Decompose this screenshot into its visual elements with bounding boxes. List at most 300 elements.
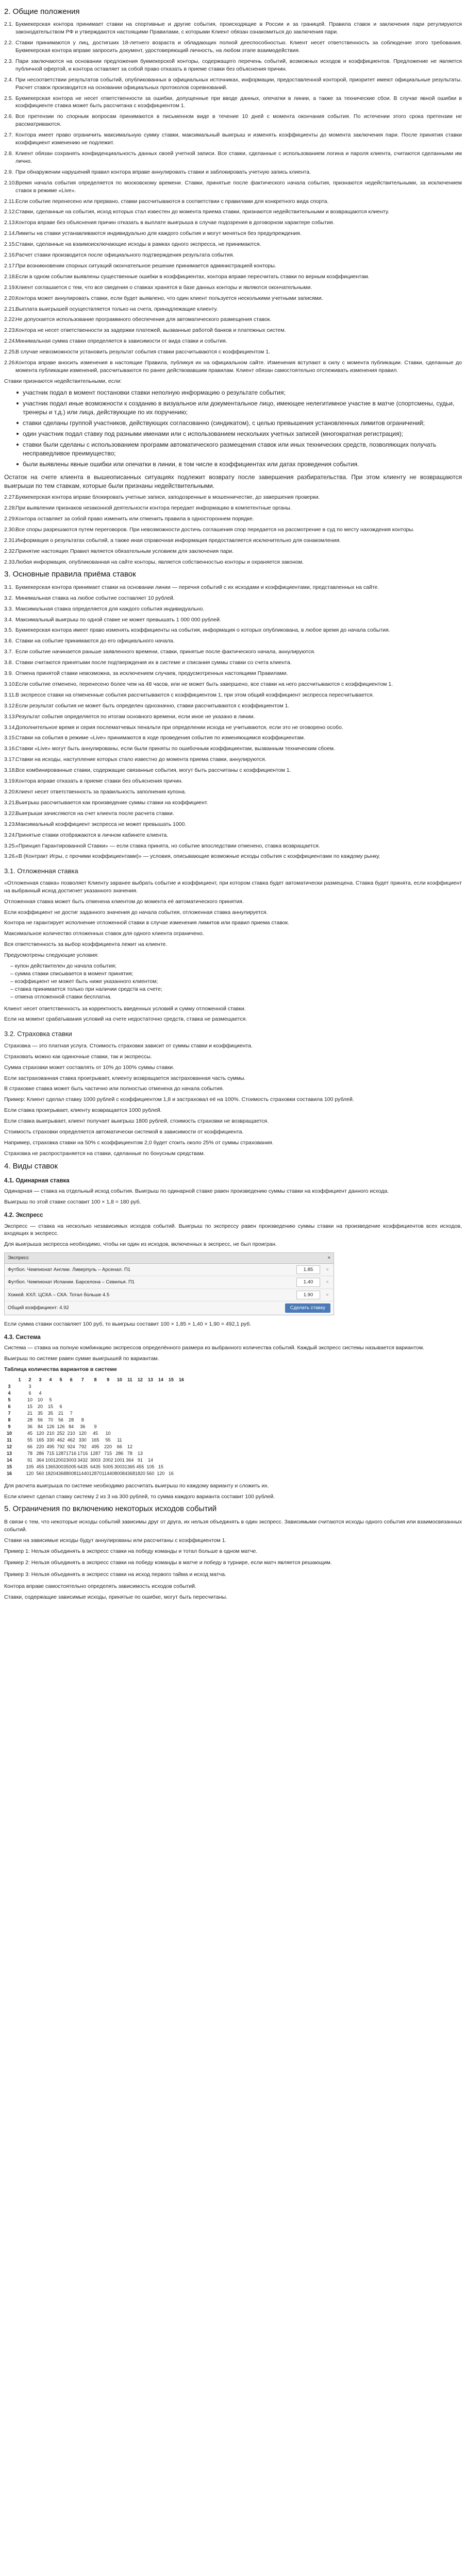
system-example: Если клиент сделал ставку систему 2 из 3 на 300 рублей, то сумма каждого варианта составит 100 рублей. bbox=[4, 1493, 275, 1500]
system-calc: Для расчета выигрыша по системе необходимо рассчитать выигрыш по каждому варианту и сложить их. bbox=[4, 1482, 269, 1489]
rule-number: 2.4. bbox=[4, 76, 13, 83]
table-cell bbox=[125, 1383, 135, 1390]
rule-item bbox=[4, 756, 462, 764]
table-cell bbox=[166, 1383, 176, 1390]
rule-item bbox=[4, 76, 462, 92]
table-cell bbox=[56, 1383, 66, 1390]
table-cell bbox=[176, 1437, 187, 1444]
table-cell: 6435 bbox=[77, 1464, 88, 1469]
table-cell bbox=[14, 1410, 25, 1417]
table-cell: 6435 bbox=[90, 1464, 101, 1469]
table-cell bbox=[135, 1383, 145, 1390]
table-cell bbox=[89, 1403, 102, 1410]
table-cell: 55 bbox=[27, 1437, 32, 1443]
rule-text: Выплата выигрышей осуществляется только на счета, принадлежащие клиенту. bbox=[15, 306, 218, 312]
table-cell bbox=[89, 1417, 102, 1423]
table-cell bbox=[14, 1464, 25, 1470]
rule-number: 2.10. bbox=[4, 179, 16, 186]
example-line: Пример: Клиент сделал ставку 1000 рублей с коэффициентом 1,8 и застраховал её на 100%. Стоимость страховки составила 100 рублей. bbox=[4, 1096, 354, 1103]
rule-number: 2.2. bbox=[4, 40, 13, 46]
table-cell bbox=[76, 1390, 89, 1397]
table-row-label: 12 bbox=[6, 1444, 12, 1449]
rule-item bbox=[4, 595, 462, 602]
table-row bbox=[4, 1430, 187, 1437]
table-cell: 2002 bbox=[56, 1457, 66, 1463]
paragraph: Если на момент срабатывания условий на счете недостаточно средств, ставка не размещается. bbox=[4, 1016, 247, 1023]
table-row bbox=[4, 1383, 187, 1390]
bullet-item: ставки сделаны группой участников, действующих согласованно (синдикатом), с целью превышения установленных лимитов ограничений; bbox=[15, 419, 462, 428]
coupon-title: Экспресс bbox=[8, 1255, 29, 1261]
coupon-total: Общий коэффициент: 4.92 bbox=[8, 1305, 69, 1311]
rule-item bbox=[4, 131, 462, 147]
table-cell: 3003 bbox=[114, 1464, 125, 1469]
table-cell: 36 bbox=[80, 1423, 86, 1429]
rule-item bbox=[4, 494, 462, 501]
rule-number: 2.20. bbox=[4, 295, 16, 301]
rule-number: 2.5. bbox=[4, 95, 13, 101]
table-cell bbox=[156, 1444, 166, 1450]
rule-text: Если событие отменено, перенесено более чем на 48 часов, или не может быть завершено, все ставки на него рассчитываются с коэффициентом 1. bbox=[15, 681, 393, 687]
table-cell: 12 bbox=[127, 1444, 132, 1449]
rule-number: 3.7. bbox=[4, 649, 13, 655]
basic-rules-list bbox=[4, 584, 462, 861]
table-cell: 28 bbox=[27, 1417, 32, 1422]
rule-text: Контора оставляет за собой право изменить или отменить правила в одностороннем порядке. bbox=[15, 515, 254, 522]
rule-item bbox=[4, 273, 462, 281]
table-cell: 792 bbox=[57, 1444, 65, 1449]
paragraph: Если застрахованная ставка проигрывает, клиенту возвращается застрахованная часть суммы. bbox=[4, 1075, 246, 1081]
rule-item bbox=[4, 702, 462, 710]
table-cell bbox=[102, 1383, 114, 1390]
table-header-cell: 4 bbox=[49, 1377, 52, 1382]
table-cell bbox=[14, 1444, 25, 1450]
table-cell: 11440 bbox=[102, 1470, 114, 1476]
table-cell: 715 bbox=[104, 1450, 112, 1456]
table-cell: 560 bbox=[146, 1470, 155, 1476]
table-cell bbox=[114, 1403, 125, 1410]
rule-text: Выигрыши зачисляются на счет клиента после расчета ставки. bbox=[15, 810, 174, 817]
rule-number: 3.16. bbox=[4, 745, 16, 752]
table-cell bbox=[89, 1383, 102, 1390]
table-cell: 35 bbox=[48, 1410, 54, 1416]
table-cell bbox=[125, 1403, 135, 1410]
rule-number: 3.21. bbox=[4, 799, 16, 806]
rule-item bbox=[4, 58, 462, 73]
rule-item bbox=[4, 767, 462, 774]
table-cell: 7 bbox=[70, 1410, 73, 1416]
table-cell: 105 bbox=[26, 1464, 34, 1469]
rule-number: 2.15. bbox=[4, 241, 16, 248]
restrictions-example-2: Пример 2: Нельзя объединять в экспресс ставки на победу команды в матче и победу в турнире, если матч является решающим. bbox=[4, 1560, 332, 1566]
rule-number: 2.7. bbox=[4, 132, 13, 139]
rule-number: 2.24. bbox=[4, 338, 16, 345]
rule-number: 3.14. bbox=[4, 724, 16, 731]
table-cell bbox=[125, 1390, 135, 1397]
example-line: Если ставка проигрывает, клиенту возвращается 1000 рублей. bbox=[4, 1107, 162, 1114]
table-cell: 1365 bbox=[45, 1464, 56, 1469]
table-cell bbox=[145, 1423, 156, 1430]
rule-text: Если событие начинается раньше заявленного времени, ставки, принятые после фактического начала, аннулируются. bbox=[15, 649, 315, 655]
section-title-bet-types: 4. Виды ставок bbox=[4, 1161, 58, 1171]
restrictions-example-3: Пример 3: Нельзя объединять в экспресс ставки на исход первого тайма и исход матча. bbox=[4, 1571, 226, 1578]
table-row-label: 4 bbox=[8, 1390, 11, 1396]
rule-item bbox=[4, 241, 462, 248]
table-cell bbox=[114, 1410, 125, 1417]
rule-number: 2.23. bbox=[4, 327, 16, 334]
table-cell: 36 bbox=[27, 1423, 32, 1429]
rule-number: 3.23. bbox=[4, 821, 16, 827]
table-cell: 210 bbox=[46, 1430, 55, 1436]
invalid-bets-note: Остаток на счете клиента в вышеописанных ситуациях подлежит возврату после завершения разбирательства. При этом клиенту не возвращаются выигрыши по тем ставкам, которые были признаны недействительными. bbox=[4, 473, 462, 490]
table-cell: 11 bbox=[117, 1437, 122, 1443]
rule-text: Отмена принятой ставки невозможна, за исключением случаев, предусмотренных настоящими Правилами. bbox=[15, 670, 288, 677]
rule-item bbox=[4, 734, 462, 742]
coupon-event: Футбол. Чемпионат Англии. Ливерпуль – Арсенал. П1 bbox=[8, 1266, 131, 1273]
table-cell bbox=[156, 1403, 166, 1410]
rule-number: 3.5. bbox=[4, 627, 13, 634]
rule-item bbox=[4, 626, 462, 634]
table-cell bbox=[14, 1457, 25, 1464]
table-row-label: 3 bbox=[8, 1383, 11, 1389]
rule-text: Дополнительное время и серия послематчевых пенальти при определении исхода не учитываются, если это не оговорено особо. bbox=[15, 724, 343, 731]
table-cell bbox=[135, 1444, 145, 1450]
coupon-event: Футбол. Чемпионат Испании. Барселона – Севилья. П1 bbox=[8, 1279, 135, 1285]
table-cell: 5005 bbox=[66, 1464, 77, 1469]
table-cell: 364 bbox=[36, 1457, 44, 1463]
rule-text: Букмекерская контора вправе блокировать учетные записи, заподозренные в мошенничестве, до завершения проверки. bbox=[15, 494, 320, 501]
table-row bbox=[4, 1470, 187, 1477]
express-example: Если сумма ставки составляет 100 руб, то выигрыш составит 100 × 1,85 × 1,40 × 1,90 = 492,1 руб. bbox=[4, 1320, 252, 1327]
table-cell: 15 bbox=[158, 1464, 163, 1469]
table-cell bbox=[145, 1390, 156, 1397]
table-cell: 15 bbox=[27, 1403, 32, 1409]
table-row bbox=[4, 1464, 187, 1470]
bet-coupon bbox=[4, 1252, 334, 1315]
table-row-label: 13 bbox=[6, 1450, 12, 1456]
deferred-list-intro: Предусмотрены следующие условия: bbox=[4, 952, 99, 959]
table-cell bbox=[156, 1430, 166, 1437]
rule-number: 2.30. bbox=[4, 526, 16, 533]
table-cell: 10 bbox=[27, 1397, 32, 1402]
paragraph: В страховке ставка может быть частично или полностью отменена до начала события. bbox=[4, 1086, 224, 1092]
rule-number: 2.17. bbox=[4, 262, 16, 269]
table-cell: 252 bbox=[57, 1430, 65, 1436]
table-cell: 165 bbox=[36, 1437, 44, 1443]
rule-text: Ставки, сделанные на взаимоисключающие исходы в рамках одного экспресса, не принимаются. bbox=[15, 241, 261, 248]
table-cell bbox=[102, 1390, 114, 1397]
rule-number: 3.10. bbox=[4, 681, 16, 687]
table-row bbox=[4, 1397, 187, 1403]
rule-item bbox=[4, 637, 462, 645]
rule-text: Минимальная ставка на любое событие составляет 10 рублей. bbox=[15, 595, 175, 601]
bullet-item: участник подал иные возможности к созданию в визуальное или документальное лицо, имеющее нелегитимное участие в матче (спортсмены, судьи, тренеры и т.д.) или лица, действующие по их поручению; bbox=[15, 399, 462, 417]
rule-item bbox=[4, 537, 462, 545]
table-row bbox=[4, 1390, 187, 1397]
table-cell bbox=[114, 1397, 125, 1403]
table-cell: 8008 bbox=[66, 1470, 77, 1476]
table-cell: 286 bbox=[36, 1450, 44, 1456]
rule-number: 2.1. bbox=[4, 21, 13, 28]
subsection-title-single: 4.1. Одинарная ставка bbox=[4, 1178, 70, 1184]
table-cell bbox=[45, 1390, 56, 1397]
table-cell: 78 bbox=[27, 1450, 32, 1456]
table-cell bbox=[176, 1444, 187, 1450]
bullets-intro: Ставки признаются недействительными, если: bbox=[4, 378, 122, 384]
rule-text: При обнаружении нарушений правил контора вправе аннулировать ставки и заблокировать учетную запись клиента. bbox=[15, 168, 311, 175]
rule-number: 2.22. bbox=[4, 316, 16, 323]
rule-number: 2.32. bbox=[4, 548, 16, 554]
rule-item bbox=[4, 745, 462, 753]
table-cell bbox=[102, 1403, 114, 1410]
coupon-row bbox=[5, 1264, 334, 1276]
restrictions-note: Ставки на зависимые исходы будут аннулированы или рассчитаны с коэффициентом 1. bbox=[4, 1537, 227, 1544]
table-cell: 1365 bbox=[124, 1464, 135, 1469]
rule-item bbox=[4, 799, 462, 807]
table-cell bbox=[176, 1470, 187, 1477]
table-cell bbox=[156, 1417, 166, 1423]
rule-number: 2.8. bbox=[4, 150, 13, 157]
table-row bbox=[4, 1457, 187, 1464]
rule-item bbox=[4, 853, 462, 860]
rule-text: «В (Контракт Игры, с прочими коэффициентами)» — условия, описывающие возможные исходы события с коэффициентами по каждому рынку. bbox=[15, 853, 380, 860]
table-cell bbox=[145, 1417, 156, 1423]
table-cell: 15 bbox=[48, 1403, 54, 1409]
table-cell bbox=[66, 1403, 76, 1410]
rule-item bbox=[4, 810, 462, 818]
table-cell: 3003 bbox=[90, 1457, 101, 1463]
rule-text: Выигрыш рассчитывается как произведение суммы ставки на коэффициент. bbox=[15, 799, 208, 806]
section-title-general: 2. Общие положения bbox=[4, 7, 80, 16]
restrictions-desc: В связи с тем, что некоторые исходы событий зависимы друг от друга, их нельзя объединять в один экспресс. Зависимыми считаются исходы одного события или взаимосвязанных событий. bbox=[4, 1518, 462, 1533]
table-header-cell: 7 bbox=[81, 1377, 84, 1382]
rule-item bbox=[4, 648, 462, 656]
paragraph: Страховка — это платная услуга. Стоимость страховки зависит от суммы ставки и коэффициента. bbox=[4, 1042, 253, 1049]
rule-number: 3.13. bbox=[4, 713, 16, 720]
rule-text: При выявлении признаков незаконной деятельности контора передает информацию в компетентные органы. bbox=[15, 505, 292, 512]
rule-text: Букмекерская контора не несет ответственности за ошибки, допущенные при вводе данных, опечатки в линии, а также за технические сбои. В случае явной ошибки в коэффициенте ставка может быть рассчитана с коэффициентом 1. bbox=[15, 95, 462, 109]
table-cell: 1287 bbox=[56, 1450, 66, 1456]
table-cell bbox=[14, 1423, 25, 1430]
coupon-header bbox=[5, 1253, 334, 1263]
rule-text: При несоответствии результатов событий, опубликованных в официальных источниках, информации, предоставленной конторой, приоритет имеют официальные результаты. Расчет ставок производится на основании официальных протоколов соревнований. bbox=[15, 76, 462, 91]
rule-number: 2.12. bbox=[4, 209, 16, 215]
table-row-label: 16 bbox=[6, 1470, 12, 1476]
restrictions-example-1: Пример 1: Нельзя объединять в экспресс ставки на победу команды и тотал больше в одном матче. bbox=[4, 1548, 258, 1554]
rule-text: Клиент соглашается с тем, что все сведения о ставках хранятся в базе данных конторы и являются окончательными. bbox=[15, 284, 312, 291]
table-cell bbox=[14, 1403, 25, 1410]
table-cell: 924 bbox=[67, 1444, 75, 1449]
rule-number: 3.2. bbox=[4, 595, 13, 601]
rule-text: Ставки принимаются у лиц, достигших 18-летнего возраста и обладающих полной дееспособностью. Клиент несет ответственность за соблюдение этого требования. Букмекерская контора вправе запросить документ, удостоверяющий личность, на любом этапе взаимодействия. bbox=[15, 40, 462, 54]
deferred-conditions-list bbox=[10, 962, 462, 1001]
table-cell bbox=[102, 1397, 114, 1403]
table-cell bbox=[135, 1423, 145, 1430]
rule-item bbox=[4, 251, 462, 259]
table-cell: 84 bbox=[37, 1423, 43, 1429]
rule-item bbox=[4, 713, 462, 721]
rule-item bbox=[4, 150, 462, 165]
table-row-label: 10 bbox=[6, 1430, 12, 1436]
condition-item: – ставка принимается только при наличии средств на счете; bbox=[10, 986, 462, 993]
table-cell bbox=[176, 1423, 187, 1430]
system-win: Выигрыш по системе равен сумме выигрышей по вариантам. bbox=[4, 1355, 159, 1362]
rule-item bbox=[4, 659, 462, 667]
express-desc: Экспресс — ставка на несколько независимых исходов событий. Выигрыш по экспрессу равен произведению суммы ставки на произведение коэффициентов всех исходов, входящих в экспресс. bbox=[4, 1223, 462, 1237]
rule-item bbox=[4, 515, 462, 523]
table-cell bbox=[125, 1417, 135, 1423]
condition-item: – купон действителен до начала события; bbox=[10, 962, 462, 970]
table-cell bbox=[135, 1437, 145, 1444]
table-header-cell: 12 bbox=[137, 1377, 143, 1382]
rule-item bbox=[4, 691, 462, 699]
table-cell bbox=[145, 1403, 156, 1410]
rule-item bbox=[4, 168, 462, 176]
table-cell bbox=[102, 1410, 114, 1417]
table-cell bbox=[125, 1423, 135, 1430]
rule-text: Принятие настоящих Правил является обязательным условием для заключения пари. bbox=[15, 548, 234, 554]
table-cell: 286 bbox=[115, 1450, 124, 1456]
table-cell: 462 bbox=[57, 1437, 65, 1443]
rule-item bbox=[4, 262, 462, 270]
table-cell bbox=[135, 1417, 145, 1423]
table-cell: 455 bbox=[136, 1464, 144, 1469]
rule-text: Ставки на события в режиме «Live» принимаются в ходе проведения события по изменяющимся коэффициентам. bbox=[15, 735, 305, 741]
table-cell bbox=[135, 1403, 145, 1410]
table-cell bbox=[114, 1417, 125, 1423]
rule-item bbox=[4, 316, 462, 324]
express-condition: Для выигрыша экспресса необходимо, чтобы ни один из исходов, включенных в экспресс, не был проигран. bbox=[4, 1241, 277, 1248]
general-rules-list bbox=[4, 21, 462, 375]
subsection-title-deferred: 3.1. Отложенная ставка bbox=[4, 867, 78, 875]
rule-item bbox=[4, 558, 462, 566]
table-cell: 165 bbox=[91, 1437, 99, 1443]
table-row bbox=[4, 1403, 187, 1410]
rule-item bbox=[4, 548, 462, 555]
table-header-cell: 1 bbox=[18, 1377, 21, 1382]
table-cell: 5005 bbox=[103, 1464, 113, 1469]
table-cell bbox=[135, 1397, 145, 1403]
table-cell: 4 bbox=[39, 1390, 42, 1396]
rule-item bbox=[4, 821, 462, 828]
table-header-cell: 14 bbox=[158, 1377, 163, 1382]
rule-number: 3.17. bbox=[4, 756, 16, 763]
table-row-label: 14 bbox=[6, 1457, 12, 1463]
table-cell: 126 bbox=[57, 1423, 65, 1429]
rule-text: Максимальная ставка определяется для каждого события индивидуально. bbox=[15, 605, 205, 612]
table-row bbox=[4, 1410, 187, 1417]
rule-text: Контора имеет право ограничить максимальную сумму ставки, максимальный выигрыш и изменять коэффициенты до момента заключения пари. После принятия ставки коэффициент изменению не подлежит. bbox=[15, 132, 462, 146]
paragraph: Вся ответственность за выбор коэффициента лежит на клиенте. bbox=[4, 941, 168, 948]
rule-item bbox=[4, 284, 462, 292]
table-cell: 10 bbox=[105, 1430, 111, 1436]
table-cell: 13 bbox=[137, 1450, 143, 1456]
remove-icon[interactable]: × bbox=[326, 1266, 329, 1273]
table-cell bbox=[14, 1430, 25, 1437]
table-cell bbox=[145, 1410, 156, 1417]
remove-icon[interactable]: × bbox=[326, 1279, 329, 1285]
rule-item bbox=[4, 616, 462, 624]
table-row-label: 6 bbox=[8, 1403, 11, 1409]
table-cell bbox=[176, 1430, 187, 1437]
place-bet-button[interactable]: Сделать ставку bbox=[285, 1303, 330, 1312]
table-header-cell: 2 bbox=[28, 1377, 31, 1382]
table-cell bbox=[14, 1397, 25, 1403]
rule-item bbox=[4, 39, 462, 55]
rule-item bbox=[4, 526, 462, 534]
table-cell: 1287 bbox=[90, 1450, 101, 1456]
table-cell bbox=[145, 1444, 156, 1450]
table-cell bbox=[166, 1437, 176, 1444]
rule-item bbox=[4, 306, 462, 313]
insurance-paragraphs-2 bbox=[4, 1128, 462, 1158]
rule-item bbox=[4, 21, 462, 36]
condition-item: – сумма ставки списывается в момент принятия; bbox=[10, 970, 462, 978]
table-cell: 1716 bbox=[66, 1450, 77, 1456]
table-cell: 715 bbox=[46, 1450, 55, 1456]
rule-number: 3.3. bbox=[4, 605, 13, 612]
insurance-example bbox=[4, 1096, 462, 1125]
table-cell bbox=[125, 1430, 135, 1437]
rule-number: 3.25. bbox=[4, 842, 16, 849]
table-cell: 220 bbox=[36, 1444, 44, 1449]
table-header-cell: 8 bbox=[94, 1377, 97, 1382]
rule-item bbox=[4, 219, 462, 227]
invalid-bets-list bbox=[15, 388, 462, 469]
table-cell bbox=[176, 1417, 187, 1423]
table-cell bbox=[76, 1410, 89, 1417]
table-row-label: 11 bbox=[7, 1437, 12, 1443]
table-cell bbox=[156, 1410, 166, 1417]
single-desc: Одинарная — ставка на отдельный исход события. Выигрыш по одинарной ставке равен произведению суммы ставки на коэффициент данного исхода. bbox=[4, 1188, 389, 1195]
section-title-basic-rules: 3. Основные правила приёма ставок bbox=[4, 570, 136, 579]
table-cell bbox=[145, 1450, 156, 1457]
table-cell: 455 bbox=[36, 1464, 44, 1469]
rule-text: Все претензии по спорным вопросам принимаются в письменном виде в течение 10 дней с момента окончания события. По истечении этого срока претензии не рассматриваются. bbox=[15, 113, 462, 128]
table-row bbox=[4, 1423, 187, 1430]
rule-text: При возникновении спорных ситуаций окончательное решение принимается администрацией конторы. bbox=[15, 262, 276, 269]
rule-number: 3.24. bbox=[4, 832, 16, 838]
rule-item bbox=[4, 842, 462, 850]
table-cell bbox=[35, 1383, 45, 1390]
system-table-title: Таблица количества вариантов в системе bbox=[4, 1366, 117, 1372]
table-cell: 364 bbox=[126, 1457, 134, 1463]
example-line: Если ставка выигрывает, клиент получает выигрыш 1800 рублей, стоимость страховки не возвращается. bbox=[4, 1118, 269, 1125]
bullet-item: участник подал в момент постановки ставки неполную информацию о результате события; bbox=[15, 388, 462, 397]
paragraph: «Отложенная ставка» позволяет Клиенту заранее выбрать событие и коэффициент, при котором ставка будет автоматически размещена. Ставка будет принята, если коэффициент на выбранный исход достигнет указанного значения. bbox=[4, 879, 462, 894]
table-cell bbox=[166, 1403, 176, 1410]
table-cell bbox=[89, 1410, 102, 1417]
table-row bbox=[4, 1417, 187, 1423]
rule-text: Не допускается использование программного обеспечения для автоматического размещения ставок. bbox=[15, 316, 272, 323]
remove-icon[interactable]: × bbox=[326, 1292, 329, 1298]
rule-item bbox=[4, 359, 462, 375]
paragraph: Если коэффициент не достиг заданного значения до начала события, отложенная ставка аннулируется. bbox=[4, 909, 268, 916]
rule-text: В экспрессе ставки на отмененные события рассчитываются с коэффициентом 1, при этом общий коэффициент экспресса пересчитывается. bbox=[15, 691, 374, 698]
table-header-cell: 3 bbox=[39, 1377, 42, 1382]
rule-text: Максимальный выигрыш по одной ставке не может превышать 1 000 000 рублей. bbox=[15, 616, 221, 623]
table-cell: 330 bbox=[46, 1437, 55, 1443]
rule-text: Контора не несет ответственности за задержки платежей, вызванные работой банков и платежных систем. bbox=[15, 327, 286, 334]
close-icon[interactable]: × bbox=[327, 1255, 330, 1261]
rule-item bbox=[4, 198, 462, 206]
table-cell: 70 bbox=[48, 1417, 54, 1422]
rule-text: Время начала события определяется по московскому времени. Ставки, принятые после фактического начала события, признаются недействительными, за исключением ставок в режиме «Live». bbox=[15, 179, 462, 194]
paragraph: Страховка не распространяется на ставки, сделанные по бонусным средствам. bbox=[4, 1150, 205, 1157]
rule-number: 2.29. bbox=[4, 515, 16, 522]
rule-number: 2.27. bbox=[4, 494, 16, 501]
rule-item bbox=[4, 832, 462, 839]
paragraph: Например, страховка ставки на 50% с коэффициентом 2,0 будет стоить около 25% от суммы страхования. bbox=[4, 1140, 274, 1146]
